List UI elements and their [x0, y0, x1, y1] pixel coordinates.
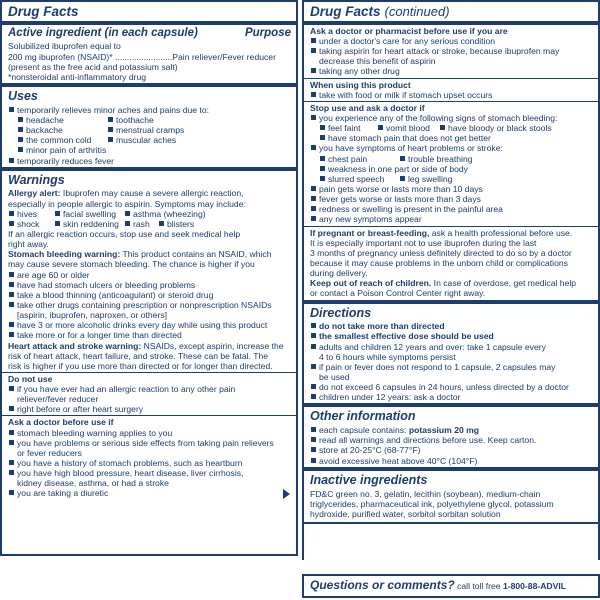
inactive-heading: Inactive ingredients: [310, 472, 428, 487]
uses-item: the common cold: [17, 135, 107, 145]
drug-facts-panel: [0, 0, 298, 556]
stomach-item: take a blood thinning (anticoagulant) or steroid drug: [8, 290, 291, 300]
other-info-section: [304, 403, 598, 466]
heart-text-2: risk of heart attack, heart failure, and stroke. These can be fatal. The: [8, 350, 269, 361]
stomach-item: are age 60 or older: [8, 270, 291, 280]
stomach-item: take other drugs containing prescription or nonprescription NSAIDs: [8, 300, 291, 310]
heart-symptom: chest pain: [319, 154, 399, 164]
continued-label: (continued): [384, 4, 450, 19]
heart-symptom: trouble breathing: [399, 154, 473, 164]
directions-item: children under 12 years: ask a doctor: [310, 392, 593, 402]
other-info-text: each capsule contains:: [319, 425, 409, 436]
allergy-after-1: If an allergic reaction occurs, stop use and seek medical help: [8, 228, 241, 239]
inactive-section: [304, 467, 598, 524]
uses-heading: Uses: [8, 89, 38, 104]
keep-out-label: Keep out of reach of children.: [310, 278, 432, 289]
keep-out-text-2: or contact a Poison Control Center right away.: [310, 288, 486, 299]
stop-more-item: redness or swelling is present in the painful area: [310, 204, 593, 214]
continue-arrow-icon: [283, 489, 290, 499]
ask-doctor-item: you have a history of stomach problems, such as heartburn: [8, 458, 291, 468]
stomach-item: have 3 or more alcoholic drinks every day while using this product: [8, 320, 291, 330]
uses-item: menstrual cramps: [107, 125, 184, 135]
stop-use-section: [304, 101, 598, 226]
heart-symptom: slurred speech: [319, 174, 399, 184]
do-not-use-heading: Do not use: [8, 373, 53, 384]
phone-number: 1-800-88-ADVIL: [502, 581, 566, 591]
stop-heart-intro: you have symptoms of heart problems or stroke:: [310, 143, 593, 153]
uses-section: [2, 83, 296, 167]
stop-symptom: have stomach pain that does not get better: [319, 133, 491, 143]
pregnancy-text-4: because it may cause problems in the unborn child or complications: [310, 258, 568, 269]
stop-more-item: fever gets worse or lasts more than 3 days: [310, 194, 593, 204]
pregnancy-text-5: during delivery.: [310, 268, 368, 279]
do-not-use-section: [2, 372, 296, 416]
heart-text: NSAIDs, except aspirin, increase the: [141, 340, 284, 351]
allergy-symptom: shock: [8, 219, 54, 229]
other-info-item: read all warnings and directions before use. Keep carton.: [310, 435, 593, 445]
inactive-line: hydroxide, purified water, sorbitol sorbitan solution: [310, 508, 501, 519]
when-using-item: take with food or milk if stomach upset occurs: [310, 90, 593, 100]
ask-doctor-section: [2, 415, 296, 502]
pregnancy-section: [304, 226, 598, 300]
drug-facts-continued-title: Drug Facts: [310, 4, 381, 19]
stop-use-intro: you experience any of the following signs of stomach bleeding:: [310, 113, 593, 123]
drug-facts-continued-panel: [302, 0, 600, 560]
allergy-symptom: rash: [124, 219, 158, 229]
ask-doctor-heading: Ask a doctor before use if: [8, 417, 114, 428]
active-line-4: *nonsteroidal anti-inflammatory drug: [8, 71, 147, 82]
ask-pharmacist-section: [304, 21, 598, 78]
uses-item: headache: [17, 115, 107, 125]
do-not-use-item-cont: reliever/fever reducer: [17, 394, 99, 405]
ask-pharmacist-heading: Ask a doctor or pharmacist before use if you are: [310, 25, 508, 36]
pregnancy-text: ask a health professional before use.: [429, 227, 573, 238]
ask-pharmacist-item: taking any other drug: [310, 66, 593, 76]
allergy-symptom: asthma (wheezing): [124, 209, 206, 219]
directions-item-cont: 4 to 6 hours while symptoms persist: [319, 351, 456, 362]
ask-doctor-item: stomach bleeding warning applies to you: [8, 428, 291, 438]
do-not-use-item: if you have ever had an allergic reaction to any other pain: [8, 384, 291, 394]
heart-symptom: weakness in one part or side of body: [319, 164, 468, 174]
warnings-section: [2, 167, 296, 372]
ask-doctor-item: you have high blood pressure, heart disease, liver cirrhosis,: [8, 468, 291, 478]
ask-pharmacist-item-cont: decrease this benefit of aspirin: [319, 56, 436, 67]
stomach-item: have had stomach ulcers or bleeding problems: [8, 280, 291, 290]
uses-intro: temporarily relieves minor aches and pains due to:: [8, 105, 291, 115]
active-line-3: (present as the free acid and potassium salt): [8, 61, 178, 72]
allergy-label: Allergy alert:: [8, 188, 61, 199]
allergy-symptom: skin reddening: [54, 219, 124, 229]
when-using-heading: When using this product: [310, 79, 411, 90]
uses-item: muscular aches: [107, 135, 176, 145]
stomach-label: Stomach bleeding warning:: [8, 249, 121, 260]
uses-item: toothache: [107, 115, 154, 125]
pregnancy-text-2: It is especially important not to use ibuprofen during the last: [310, 237, 537, 248]
questions-section: [302, 574, 600, 598]
purpose-heading: Purpose: [244, 26, 291, 39]
stop-symptom: vomit blood: [377, 123, 439, 133]
warnings-heading: Warnings: [8, 172, 65, 187]
ask-doctor-item-cont: or fever reducers: [17, 447, 82, 458]
allergy-after-2: right away.: [8, 239, 49, 250]
ask-pharmacist-item: under a doctor's care for any serious condition: [310, 36, 593, 46]
questions-heading: Questions or comments?: [310, 578, 455, 592]
allergy-text-2: especially in people allergic to aspirin. Symptoms may include:: [8, 198, 246, 209]
potassium-value: potassium 20 mg: [408, 425, 480, 436]
uses-last: temporarily reduces fever: [8, 156, 291, 166]
other-info-heading: Other information: [310, 409, 416, 424]
when-using-section: [304, 78, 598, 101]
pregnancy-text-3: 3 months of pregnancy unless definitely directed to do so by a doctor: [310, 247, 572, 258]
directions-item: do not take more than directed: [310, 321, 593, 331]
stomach-text-2: may cause severe stomach bleeding. The chance is higher if you: [8, 259, 255, 270]
directions-item: if pain or fever does not respond to 1 capsule, 2 capsules may: [310, 362, 593, 372]
stop-more-item: any new symptoms appear: [310, 214, 593, 224]
do-not-use-item: right before or after heart surgery: [8, 404, 291, 414]
other-info-item: store at 20-25°C (68-77°F): [310, 445, 593, 455]
directions-heading: Directions: [310, 305, 372, 320]
directions-item: adults and children 12 years and over: take 1 capsule every: [310, 342, 593, 352]
keep-out-text: In case of overdose, get medical help: [431, 278, 577, 289]
directions-item: do not exceed 6 capsules in 24 hours, unless directed by a doctor: [310, 382, 593, 392]
stop-symptom: feel faint: [319, 123, 377, 133]
stop-more-item: pain gets worse or lasts more than 10 days: [310, 184, 593, 194]
allergy-symptom: hives: [8, 209, 54, 219]
allergy-symptom: facial swelling: [54, 209, 124, 219]
directions-item-cont: be used: [319, 372, 350, 383]
questions-text: call toll free: [454, 581, 503, 591]
ask-doctor-item: you have problems or serious side effects from taking pain relievers: [8, 438, 291, 448]
directions-item: the smallest effective dose should be used: [310, 331, 593, 341]
other-info-item: avoid excessive heat above 40°C (104°F): [310, 456, 593, 466]
heart-label: Heart attack and stroke warning:: [8, 340, 142, 351]
drug-facts-title: Drug Facts: [8, 4, 79, 19]
heart-symptom: leg swelling: [399, 174, 452, 184]
active-ingredient-section: [2, 21, 296, 83]
pregnancy-label: If pregnant or breast-feeding,: [310, 227, 430, 238]
stomach-text: This product contains an NSAID, which: [120, 249, 272, 260]
stop-symptom: have bloody or black stools: [439, 123, 552, 133]
ask-pharmacist-item: taking aspirin for heart attack or stroke, because ibuprofen may: [310, 46, 593, 56]
stomach-item-cont: [aspirin, ibuprofen, naproxen, or others]: [17, 310, 168, 321]
allergy-symptom: blisters: [158, 219, 194, 229]
ask-doctor-item: you are taking a diuretic: [8, 488, 291, 498]
stomach-item: take more or for a longer time than directed: [8, 330, 291, 340]
uses-item: backache: [17, 125, 107, 135]
stop-use-heading: Stop use and ask a doctor if: [310, 102, 425, 113]
allergy-text: Ibuprofen may cause a severe allergic reaction,: [60, 188, 244, 199]
active-ingredient-heading: Active ingredient (in each capsule): [8, 26, 198, 39]
active-line-2: 200 mg ibuprofen (NSAID)* ........................Pain reliever/Fever reducer: [8, 51, 276, 62]
uses-item: minor pain of arthritis: [17, 145, 106, 155]
directions-section: [304, 300, 598, 404]
inactive-line: triglycerides, pharmaceutical ink, polyethylene glycol, potassium: [310, 498, 554, 509]
ask-doctor-item-cont: kidney disease, asthma, or had a stroke: [17, 478, 169, 489]
active-line-1: Solubilized ibuprofen equal to: [8, 41, 121, 52]
heart-text-3: risk is higher if you use more than directed or for longer than directed.: [8, 360, 273, 371]
inactive-line: FD&C green no. 3, gelatin, lecithin (soybean), medium-chain: [310, 488, 541, 499]
